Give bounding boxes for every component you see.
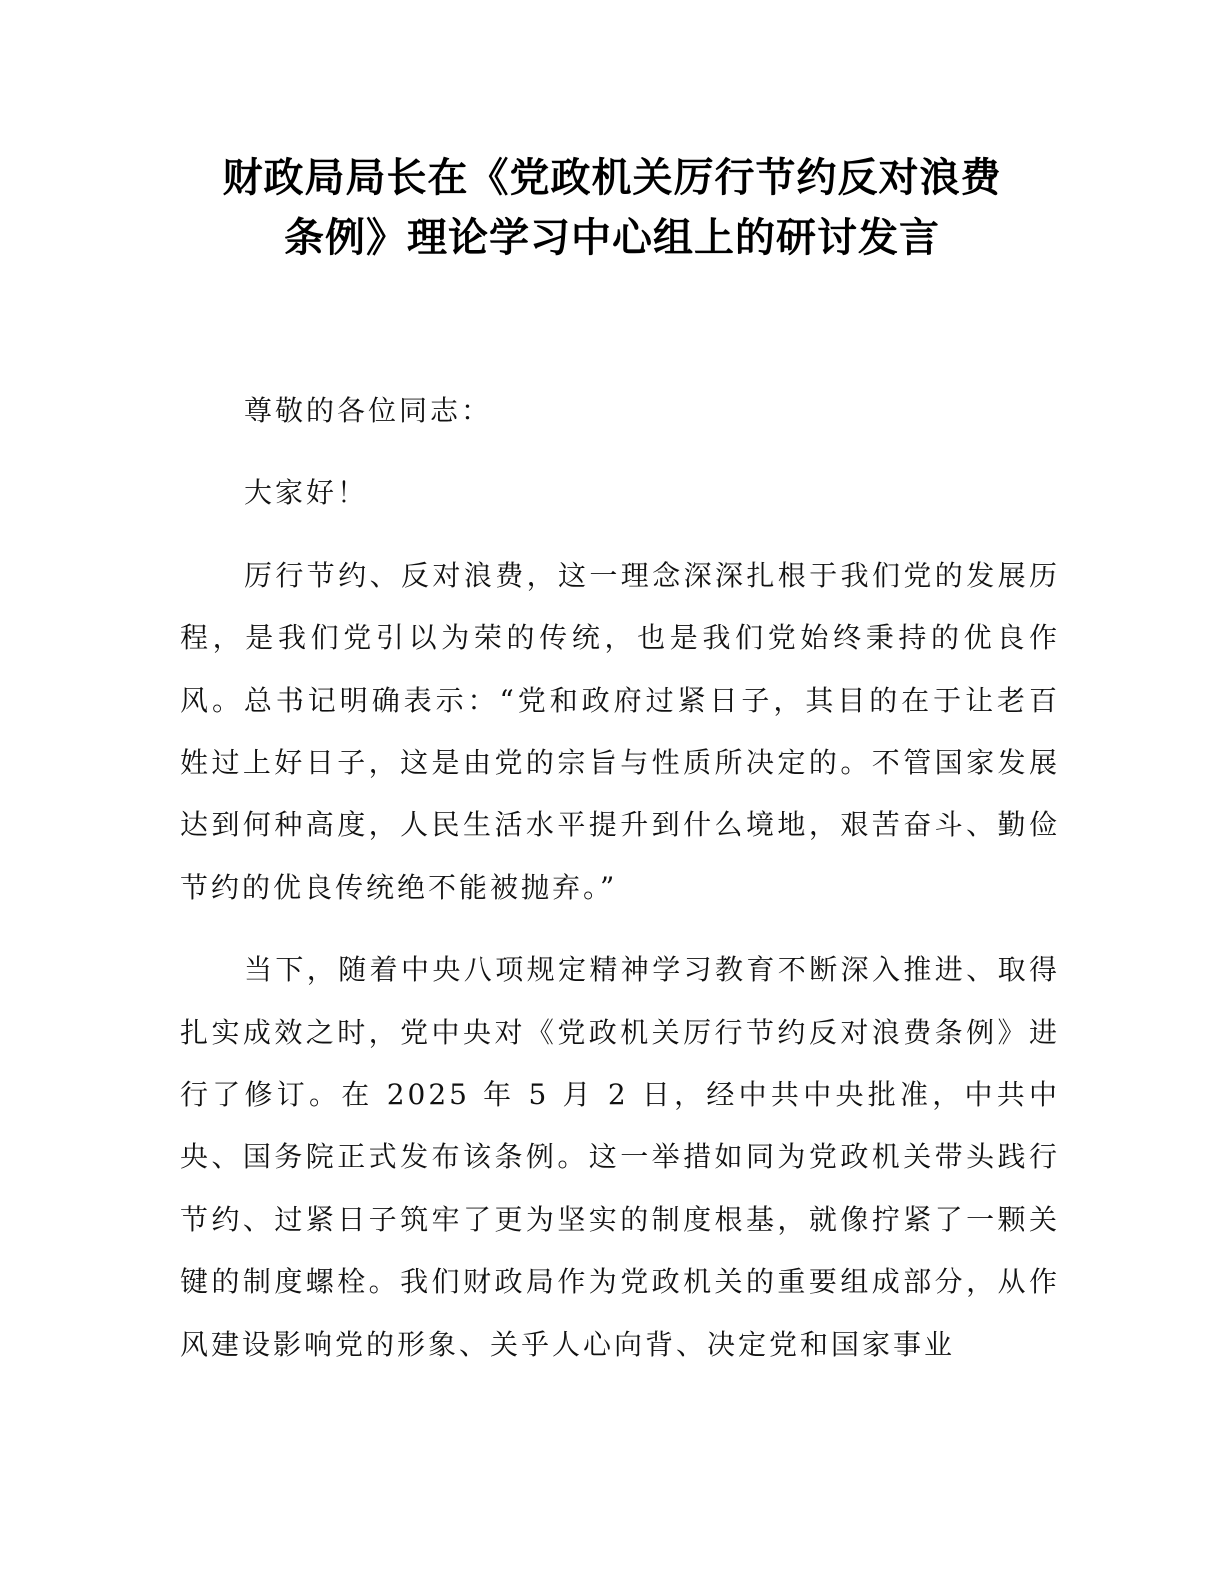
greeting: 大家好！: [244, 476, 369, 510]
document-title: [0, 148, 1224, 268]
title-line-1: 财政局局长在《党政机关厉行节约反对浪费: [222, 155, 1002, 201]
body-paragraph-1: 厉行节约、反对浪费，这一理念深深扎根于我们党的发展历程，是我们党引以为荣的传统，也是我们党始终秉持的优良作风。总书记明确表示：“党和政府过紧日子，其目的在于让老百姓过上好日子，这是由党的宗旨与性质所决定的。不管国家发展达到何种高度，人民生活水平提升到什么境地，艰苦奋斗、勤俭节约的优良传统绝不能被抛弃。”: [180, 558, 1060, 904]
document-body: [180, 380, 1060, 1396]
body-paragraph-2: 当下，随着中央八项规定精神学习教育不断深入推进、取得扎实成效之时，党中央对《党政机关厉行节约反对浪费条例》进行了修订。在 2025 年 5 月 2 日，经中共中央批准，中共中央、国务院正式发布该条例。这一举措如同为党政机关带头践行节约、过紧日子筑牢了更为坚实的制度根基，就像拧紧了一颗关键的制度螺栓。我们财政局作为党政机关的重要组成部分，从作风建设影响党的形象、关乎人心向背、决定党和国家事业: [180, 953, 1060, 1361]
salutation: 尊敬的各位同志：: [244, 394, 493, 427]
title-line-2: 条例》理论学习中心组上的研讨发言: [284, 215, 940, 261]
